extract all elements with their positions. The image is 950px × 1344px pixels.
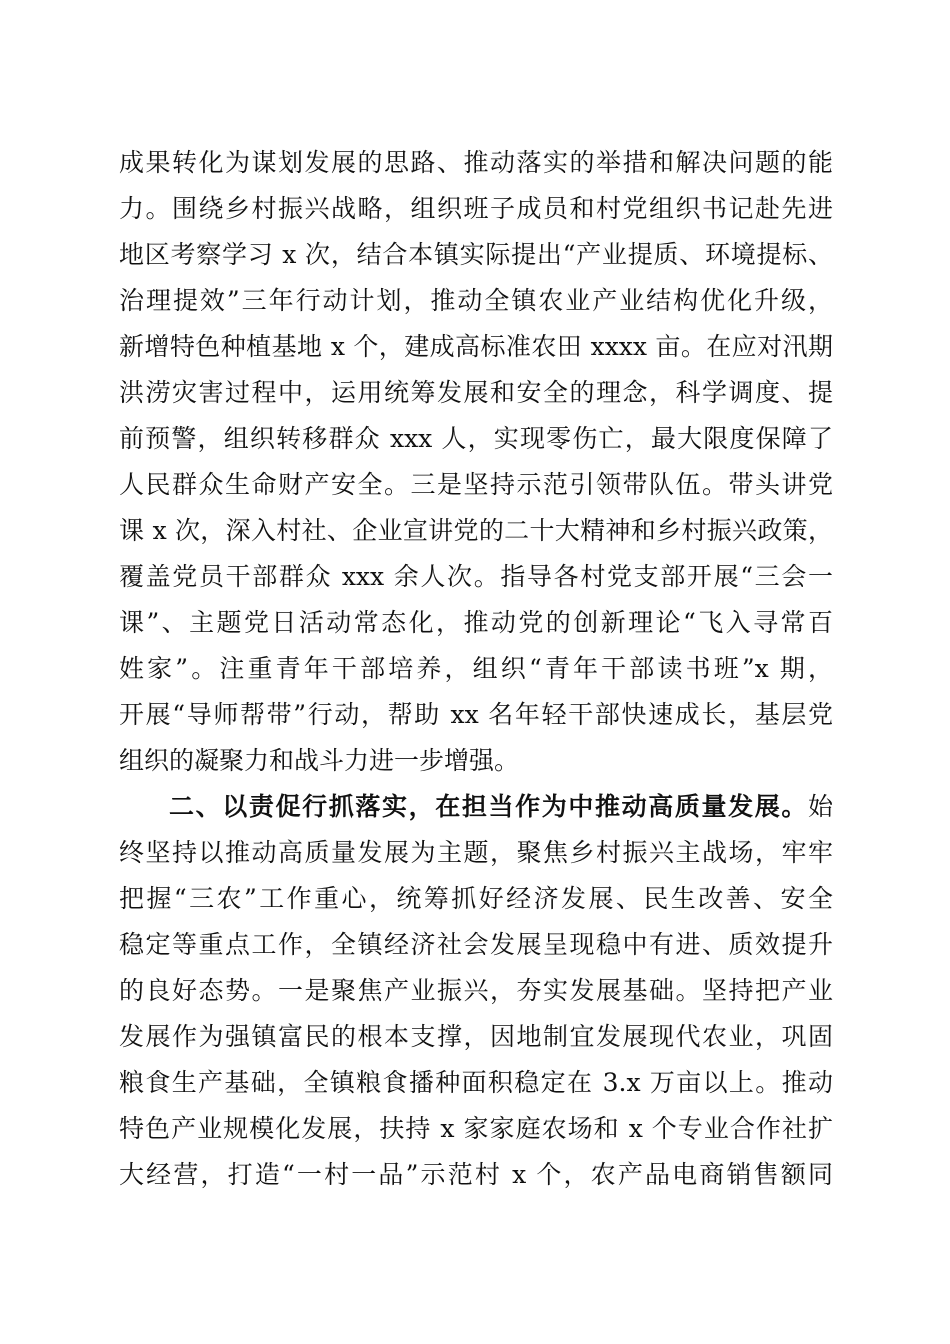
paragraph-1 xyxy=(119,140,833,784)
paragraph-2 xyxy=(119,784,833,1198)
text-line: 洪涝灾害过程中，运用统筹发展和安全的理念，科学调度、提 xyxy=(119,378,833,407)
text-line: 粮食生产基础，全镇粮食播种面积稳定在 3.x 万亩以上。推动 xyxy=(119,1068,833,1097)
text-line: 力。围绕乡村振兴战略，组织班子成员和村党组织书记赴先进 xyxy=(119,194,833,223)
text-line: 组织的凝聚力和战斗力进一步增强。 xyxy=(119,746,520,775)
heading-line-rest: 始 xyxy=(807,792,833,821)
text-line: 课 x 次，深入村社、企业宣讲党的二十大精神和乡村振兴政策， xyxy=(119,516,833,545)
text-line: 新增特色种植基地 x 个，建成高标准农田 xxxx 亩。在应对汛期 xyxy=(119,332,833,361)
text-line: 覆盖党员干部群众 xxx 余人次。指导各村党支部开展“三会一 xyxy=(119,562,833,591)
body-text xyxy=(119,140,833,1198)
text-line: 的良好态势。一是聚焦产业振兴，夯实发展基础。坚持把产业 xyxy=(119,976,833,1005)
text-line: 开展“导师帮带”行动，帮助 xx 名年轻干部快速成长，基层党 xyxy=(119,700,833,729)
text-line: 成果转化为谋划发展的思路、推动落实的举措和解决问题的能 xyxy=(119,148,833,177)
section-heading-line xyxy=(119,784,833,830)
text-line: 大经营，打造“一村一品”示范村 x 个，农产品电商销售额同 xyxy=(119,1160,833,1189)
text-line: 特色产业规模化发展，扶持 x 家家庭农场和 x 个专业合作社扩 xyxy=(119,1114,833,1143)
text-line: 地区考察学习 x 次，结合本镇实际提出“产业提质、环境提标、 xyxy=(119,240,833,269)
text-line: 姓家”。注重青年干部培养，组织“青年干部读书班”x 期， xyxy=(119,654,833,683)
text-line: 人民群众生命财产安全。三是坚持示范引领带队伍。带头讲党 xyxy=(119,470,833,499)
text-line: 发展作为强镇富民的根本支撑，因地制宜发展现代农业，巩固 xyxy=(119,1022,833,1051)
text-line: 终坚持以推动高质量发展为主题，聚焦乡村振兴主战场，牢牢 xyxy=(119,838,833,867)
text-line: 课”、主题党日活动常态化，推动党的创新理论“飞入寻常百 xyxy=(119,608,833,637)
text-line: 稳定等重点工作，全镇经济社会发展呈现稳中有进、质效提升 xyxy=(119,930,833,959)
text-line: 把握“三农”工作重心，统筹抓好经济发展、民生改善、安全 xyxy=(119,884,833,913)
section-heading: 二、以责促行抓落实，在担当作为中推动高质量发展。 xyxy=(169,792,808,821)
text-line: 前预警，组织转移群众 xxx 人，实现零伤亡，最大限度保障了 xyxy=(119,424,833,453)
text-line: 治理提效”三年行动计划，推动全镇农业产业结构优化升级， xyxy=(119,286,833,315)
